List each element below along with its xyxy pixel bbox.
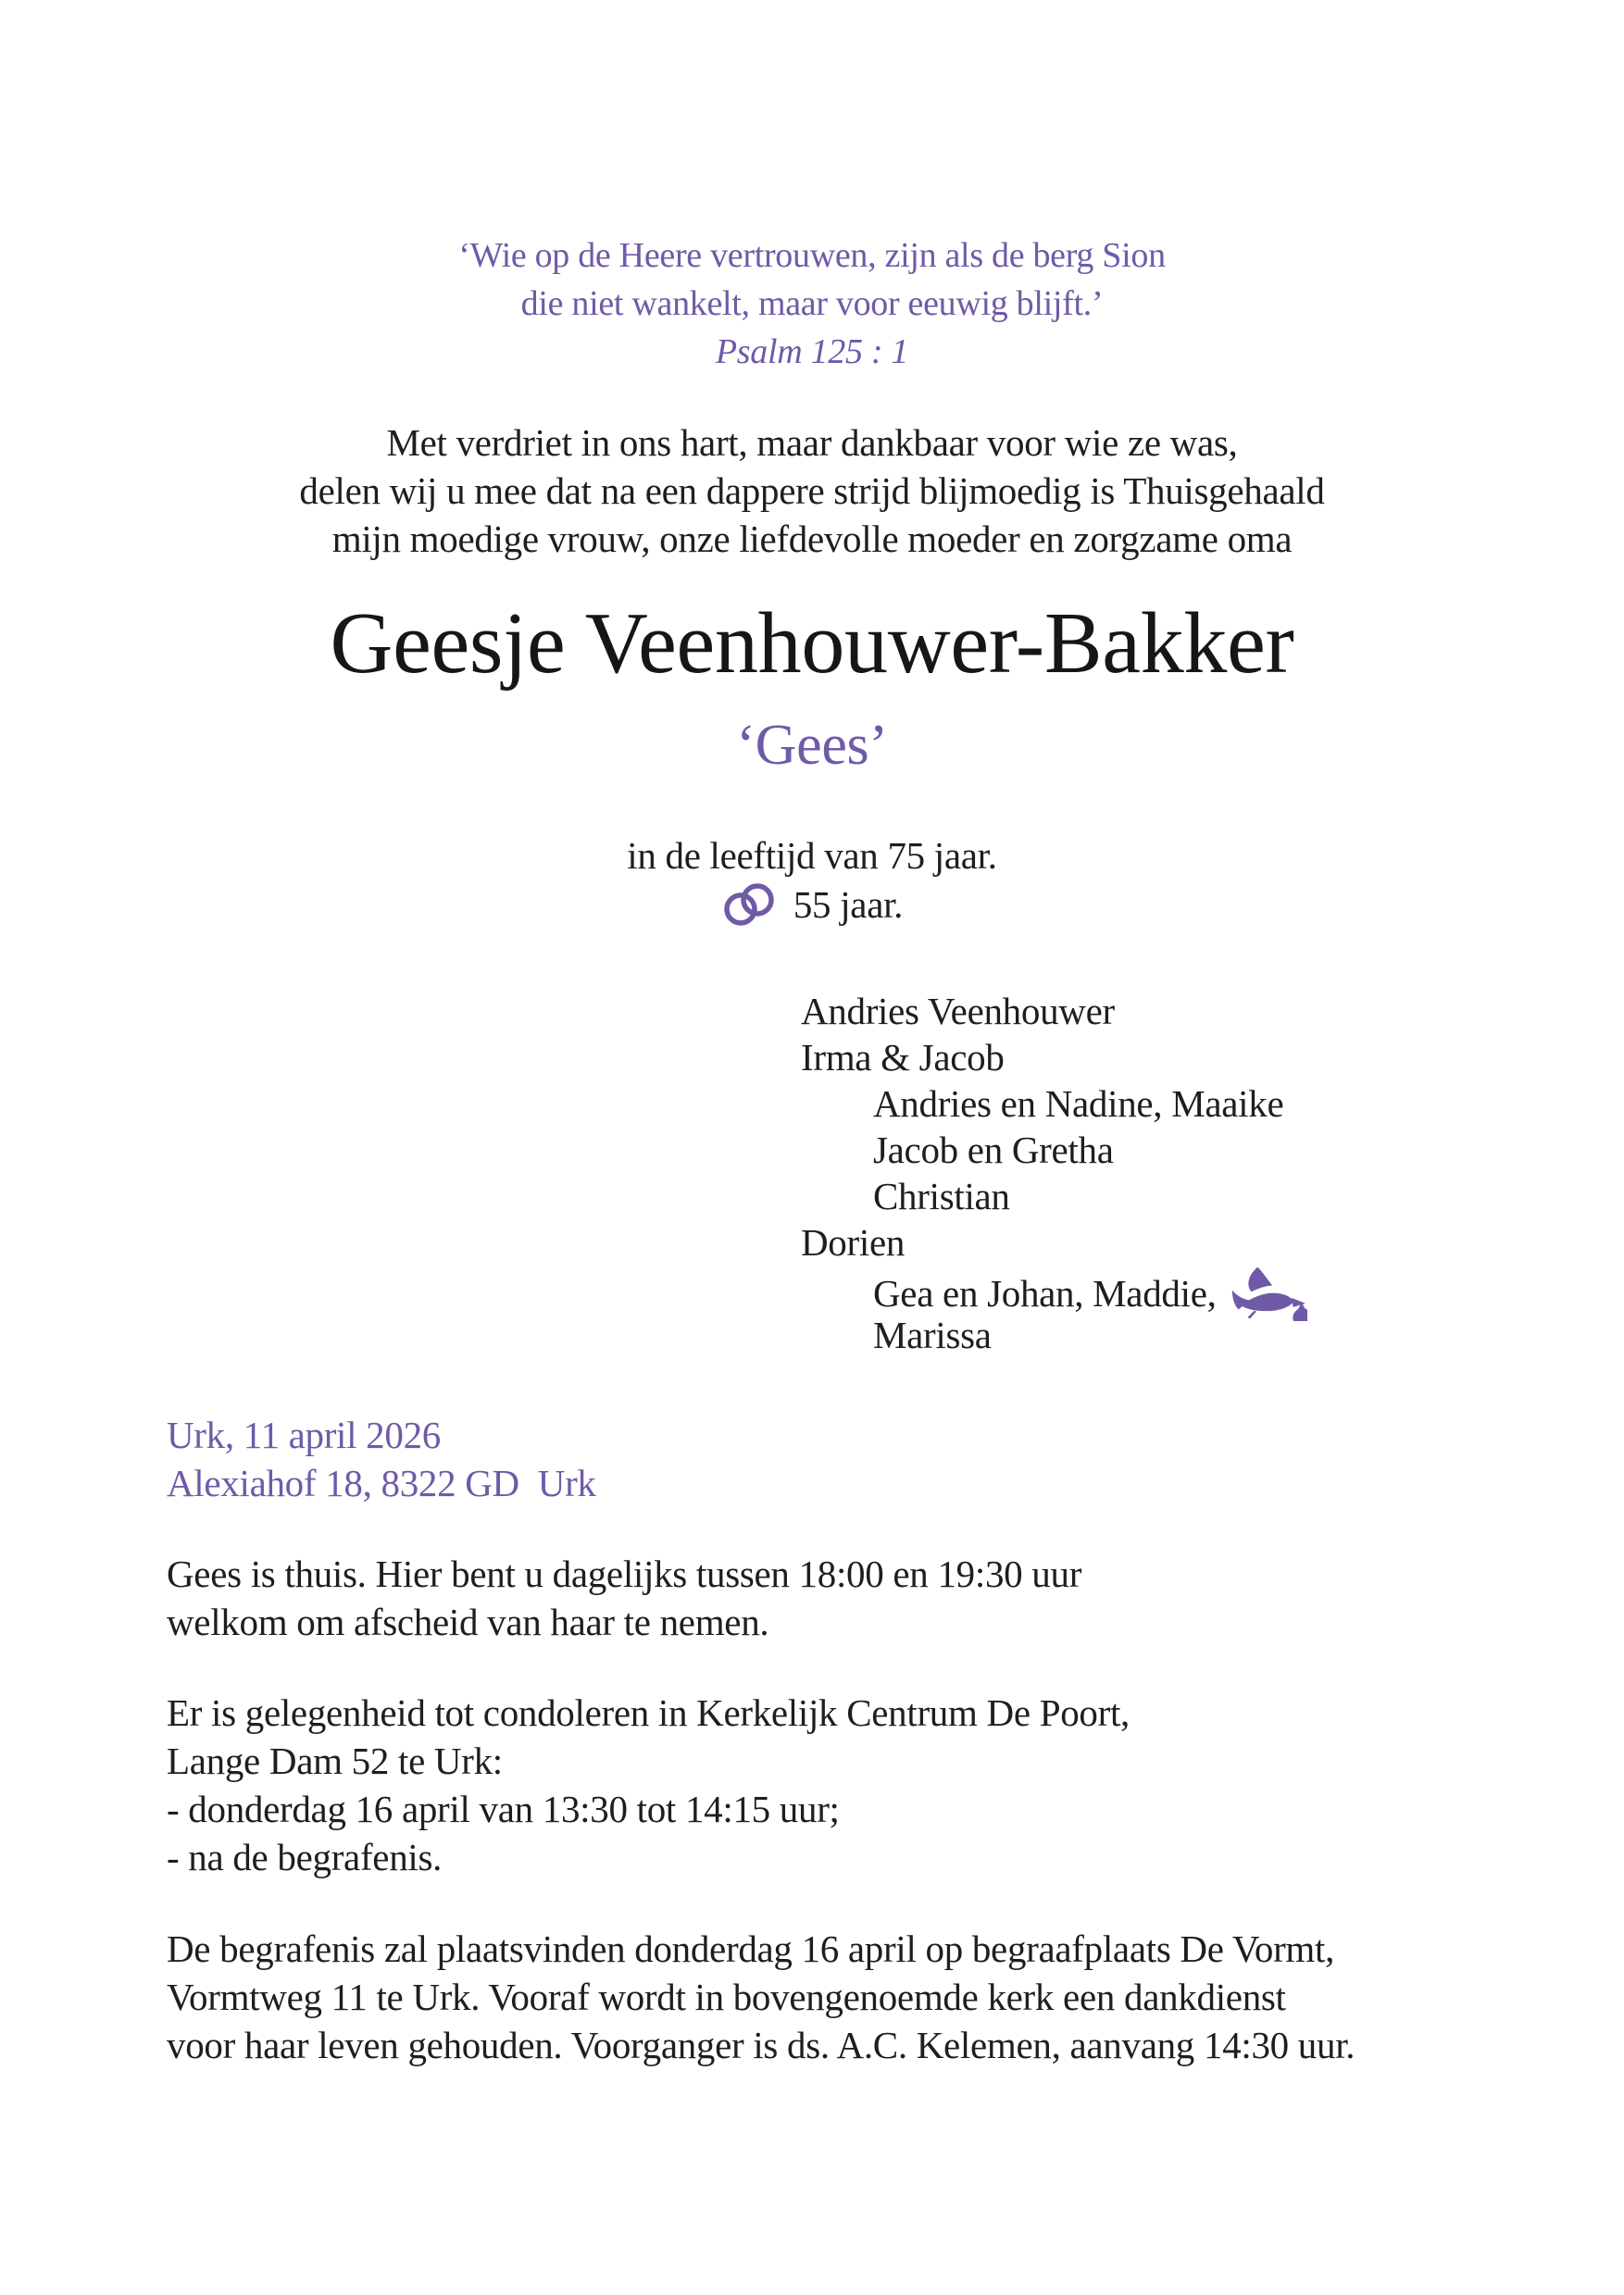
condolence-line-3: - donderdag 16 april van 13:30 tot 14:15 uur; (167, 1788, 840, 1830)
family-member: Irma & Jacob (801, 1036, 1005, 1079)
intro-line-3: mijn moedige vrouw, onze liefdevolle moeder en zorgzame oma (331, 518, 1293, 560)
visiting-info (167, 1550, 1081, 1646)
family-member: Gea en Johan, Maddie, (801, 1266, 1307, 1312)
dateline-place-date: Urk, 11 april 2026 (167, 1414, 441, 1456)
condolence-line-1: Er is gelegenheid tot condoleren in Kerkelijk Centrum De Poort, (167, 1691, 1130, 1734)
visiting-line-1: Gees is thuis. Hier bent u dagelijks tussen 18:00 en 19:30 uur (167, 1553, 1082, 1595)
visiting-line-2: welkom om afscheid van haar te nemen. (167, 1601, 769, 1643)
family-member: Dorien (801, 1221, 906, 1264)
age-line: in de leeftijd van 75 jaar. (627, 834, 997, 877)
condolence-info (167, 1689, 1130, 1881)
stork-with-baby-icon (1230, 1266, 1307, 1321)
dateline-address: Alexiahof 18, 8322 GD Urk (167, 1462, 596, 1504)
intro-line-1: Met verdriet in ons hart, maar dankbaar voor wie ze was, (386, 421, 1238, 464)
condolence-line-2: Lange Dam 52 te Urk: (167, 1740, 503, 1782)
condolence-line-4: - na de begrafenis. (167, 1836, 443, 1878)
scripture-quote (0, 231, 1624, 376)
quote-line-2: die niet wankelt, maar voor eeuwig blijft.’ (520, 284, 1104, 323)
marriage-duration-row (0, 878, 1624, 931)
family-list (801, 988, 1307, 1358)
funeral-line-1: De begrafenis zal plaatsvinden donderdag 16 april op begraafplaats De Vormt, (167, 1927, 1335, 1970)
deceased-name: Geesje Veenhouwer-Bakker (330, 595, 1294, 692)
quote-line-1: ‘Wie op de Heere vertrouwen, zijn als de berg Sion (458, 236, 1166, 275)
intro-line-2: delen wij u mee dat na een dappere strijd blijmoedig is Thuisgehaald (299, 469, 1325, 512)
marriage-years-label: 55 jaar. (793, 883, 904, 926)
funeral-line-2: Vormtweg 11 te Urk. Vooraf wordt in bovengenoemde kerk een dankdienst (167, 1976, 1286, 2018)
deceased-nickname: ‘Gees’ (736, 714, 888, 777)
quote-source: Psalm 125 : 1 (715, 332, 909, 371)
family-member: Jacob en Gretha (873, 1129, 1114, 1171)
family-member: Andries en Nadine, Maaike (873, 1082, 1284, 1125)
family-member: Christian (873, 1175, 1010, 1217)
family-member: Marissa (873, 1314, 992, 1356)
family-member: Andries Veenhouwer (801, 990, 1115, 1032)
announcement-intro (0, 418, 1624, 563)
wedding-rings-icon (721, 880, 779, 929)
funeral-info (167, 1925, 1355, 2069)
dateline (167, 1411, 596, 1507)
funeral-line-3: voor haar leven gehouden. Voorganger is ds. A.C. Kelemen, aanvang 14:30 uur. (167, 2024, 1355, 2066)
